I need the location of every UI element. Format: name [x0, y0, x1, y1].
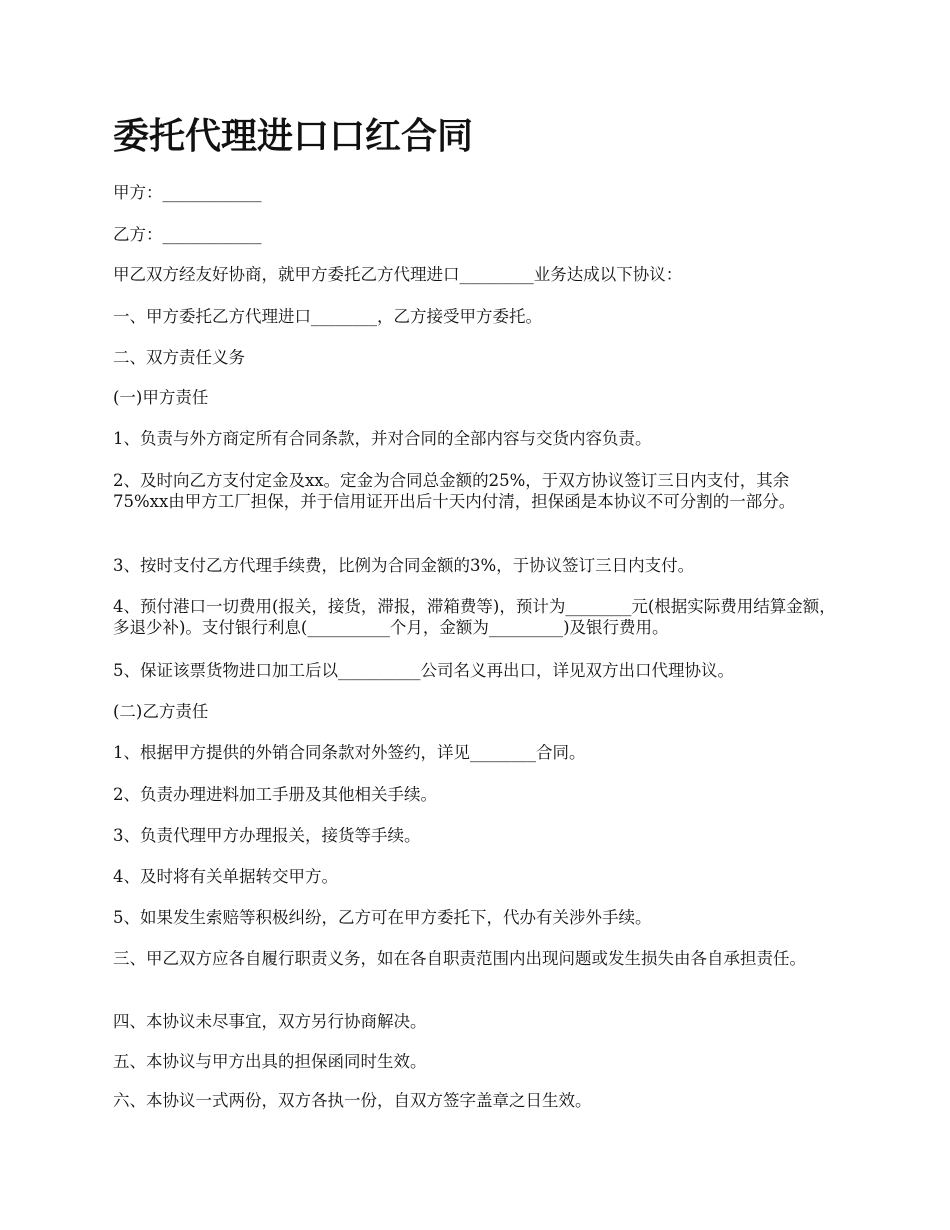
clause-6: 六、本协议一式两份，双方各执一份，自双方签字盖章之日生效。	[113, 1091, 592, 1110]
clause-3: 三、甲乙双方应各自履行职责义务，如在各自职责范围内出现问题或发生损失由各自承担责任。	[113, 949, 806, 968]
party-a-duty-2: 2、及时向乙方支付定金及xx。定金为合同总金额的25%，于双方协议签订三日内支付，其余75%xx由甲方工厂担保，并于信用证开出后十天内付清，担保函是本协议不可分割的一部分。	[113, 471, 796, 511]
page-title: 委托代理进口口红合同	[113, 115, 474, 157]
section-heading-duties: 二、双方责任义务	[113, 348, 245, 367]
subsection-heading-party-a: (一)甲方责任	[113, 388, 209, 407]
party-b-duty-3: 3、负责代理甲方办理报关，接货等手续。	[113, 826, 421, 845]
preamble-paragraph: 甲乙双方经友好协商，就甲方委托乙方代理进口_________业务达成以下协议：	[113, 265, 683, 284]
party-a-duty-5: 5、保证该票货物进口加工后以__________公司名义再出口，详见双方出口代理协议。	[113, 661, 734, 680]
clause-5: 五、本协议与甲方出具的担保函同时生效。	[113, 1052, 427, 1071]
party-b-duty-5: 5、如果发生索赔等积极纠纷，乙方可在甲方委托下，代办有关涉外手续。	[113, 908, 652, 927]
clause-4: 四、本协议未尽事宜，双方另行协商解决。	[113, 1012, 427, 1031]
party-b-duty-1: 1、根据甲方提供的外销合同条款对外签约，详见________合同。	[113, 743, 586, 762]
party-a-duty-1: 1、负责与外方商定所有合同条款，并对合同的全部内容与交货内容负责。	[113, 429, 652, 448]
party-b-duty-2: 2、负责办理进料加工手册及其他相关手续。	[113, 785, 437, 804]
party-b-line: 乙方：____________	[113, 225, 262, 244]
party-a-duty-3: 3、按时支付乙方代理手续费，比例为合同金额的3%，于协议签订三日内支付。	[113, 556, 695, 575]
clause-1: 一、甲方委托乙方代理进口________，乙方接受甲方委托。	[113, 307, 542, 326]
party-b-duty-4: 4、及时将有关单据转交甲方。	[113, 867, 338, 886]
party-a-line: 甲方：____________	[113, 183, 262, 202]
party-a-duty-4: 4、预付港口一切费用(报关，接货，滞报，滞箱费等)，预计为________元(根据实际费用结算金额，多退少补)。支付银行利息(__________个月，金额为_________)及银行费用。	[113, 597, 836, 637]
subsection-heading-party-b: (二)乙方责任	[113, 702, 209, 721]
